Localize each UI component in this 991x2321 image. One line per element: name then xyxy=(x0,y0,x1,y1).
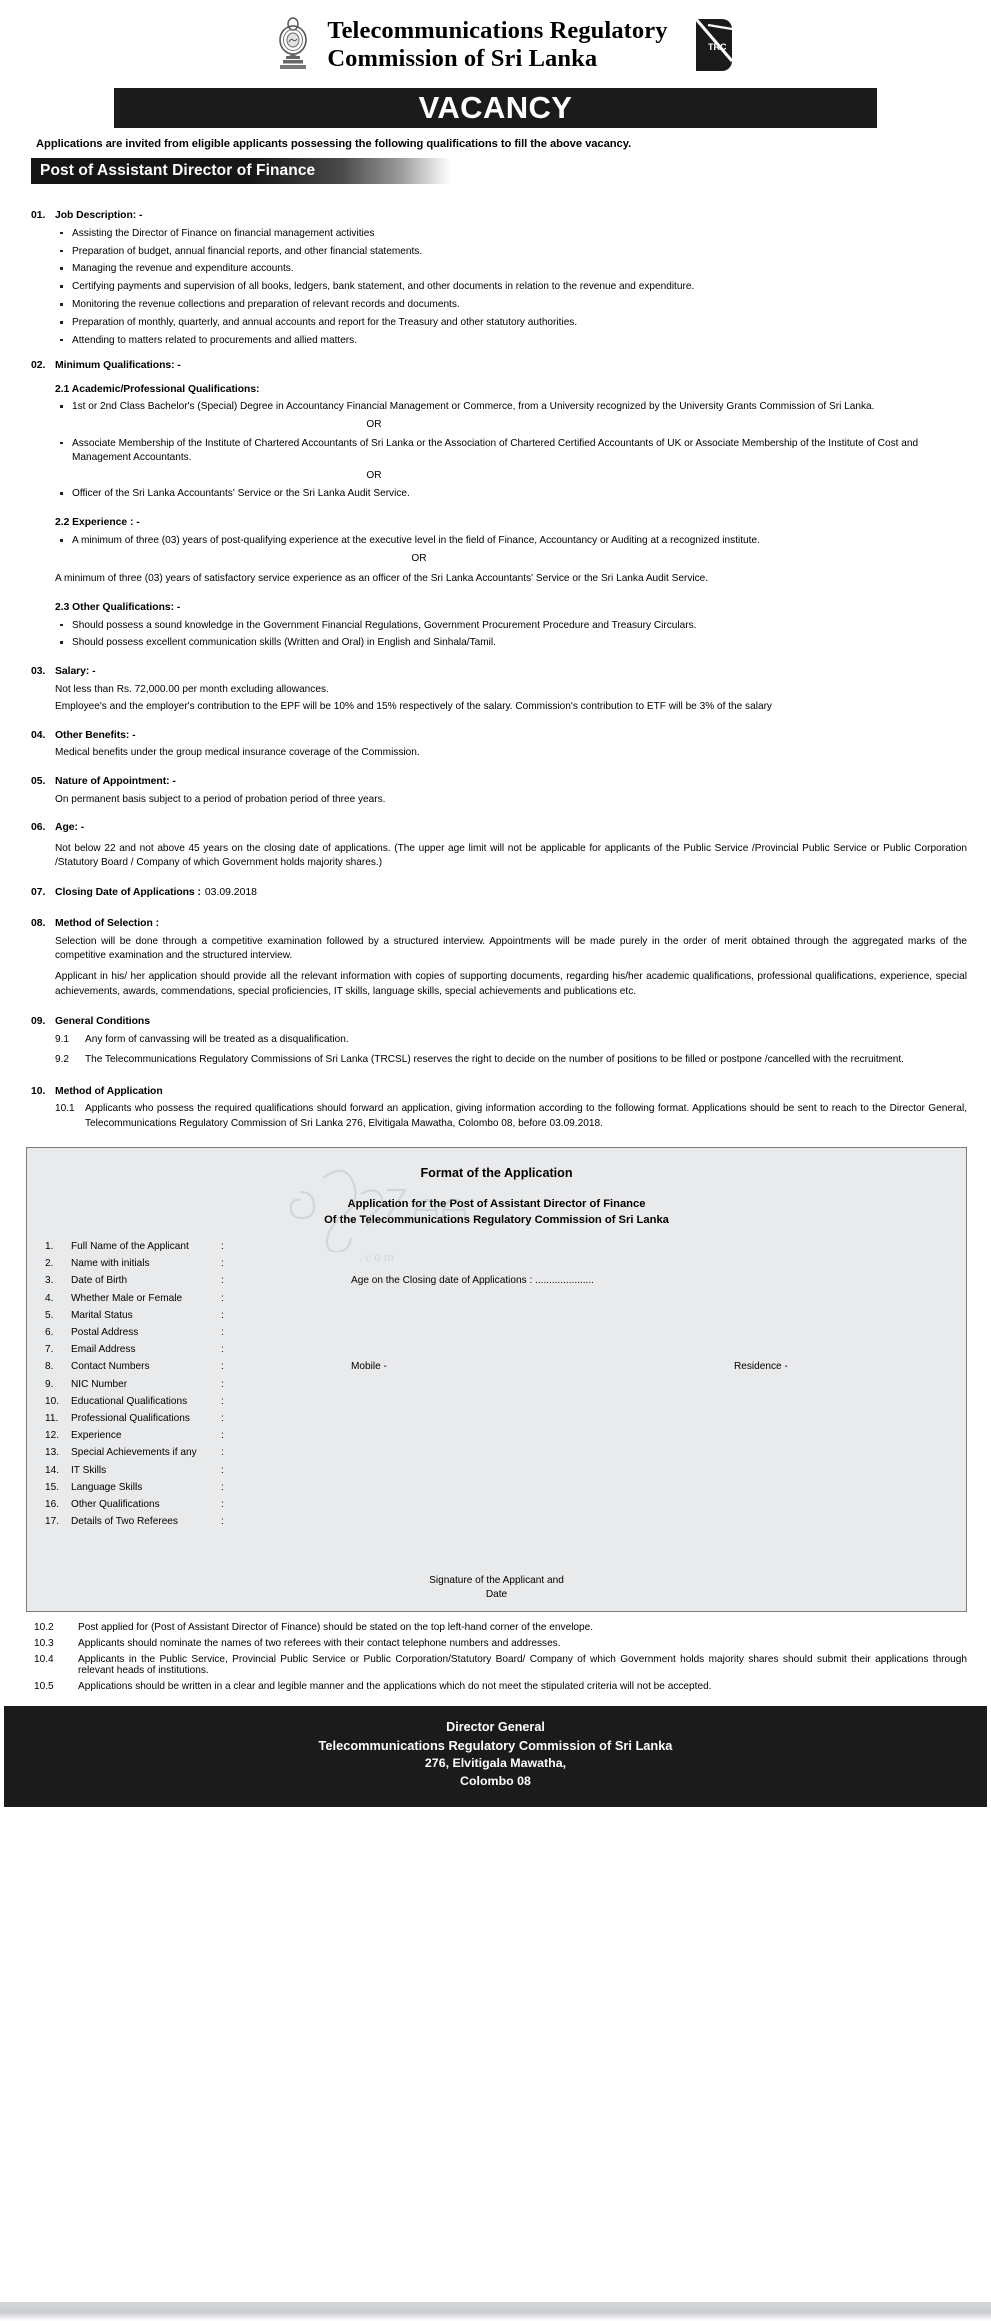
table-row xyxy=(45,1290,788,1307)
post-title-banner xyxy=(31,158,451,184)
table-row xyxy=(45,1272,788,1289)
section-age xyxy=(31,821,967,870)
experience-list xyxy=(55,534,967,548)
vacancy-banner-text: VACANCY xyxy=(418,90,573,125)
section-salary xyxy=(31,665,967,715)
table-row xyxy=(45,1427,788,1444)
academic-qualifications-list-1 xyxy=(55,400,967,414)
table-row xyxy=(45,1307,788,1324)
field-extra xyxy=(351,1307,594,1324)
field-label: Marital Status xyxy=(71,1309,133,1321)
application-item-10-1 xyxy=(55,1102,967,1131)
application-information-text: Applicant in his/ her application should provide all the relevant information with copies of supporting documents, regarding his/her academic qualifications, professional qualifications, experience, special achievements, awards, commendations, special proficiencies, IT skills, language skills, special achievements and publications etc. xyxy=(55,971,967,997)
application-format-box xyxy=(26,1147,967,1612)
condition-text: Any form of canvassing will be treated as a disqualification. xyxy=(85,1033,349,1045)
section-08-title: Method of Selection : xyxy=(55,918,160,930)
list-item: Preparation of monthly, quarterly, and annual accounts and report for the Treasury and other statutory authorities. xyxy=(55,316,967,330)
field-number: 8. xyxy=(45,1361,54,1373)
condition-number: 9.1 xyxy=(55,1033,70,1045)
application-fields-table xyxy=(45,1238,788,1530)
section-01-number: 01. xyxy=(31,210,46,221)
age-requirement-text: Not below 22 and not above 45 years on the closing date of applications. (The upper age limit will not be applicable for applicants of the Public Service /Provincial Public Service or Public Corporation /Statutory Board / Company of which Government holds majority shares.) xyxy=(55,842,967,868)
list-item: Managing the revenue and expenditure accounts. xyxy=(55,262,967,276)
field-number: 3. xyxy=(45,1275,54,1287)
field-colon: : xyxy=(221,1327,224,1339)
field-colon: : xyxy=(221,1447,224,1459)
section-07-title: Closing Date of Applications : xyxy=(55,887,201,899)
or-divider-3: OR xyxy=(411,553,427,565)
field-extra-residence: Residence - xyxy=(733,1361,788,1373)
section-06-title: Age: - xyxy=(55,821,85,833)
form-title: Format of the Application xyxy=(420,1165,573,1180)
section-02-title: Minimum Qualifications: - xyxy=(55,360,181,372)
footer-street-address: 276, Elvitigala Mawatha, xyxy=(424,1756,567,1771)
section-method-of-selection xyxy=(31,917,967,999)
field-label: Date of Birth xyxy=(71,1275,128,1287)
section-09-number: 09. xyxy=(31,1016,46,1028)
field-extra xyxy=(351,1238,594,1255)
watermark-text: .com xyxy=(359,1249,397,1264)
field-extra xyxy=(351,1393,594,1410)
field-extra xyxy=(351,1375,594,1392)
field-extra xyxy=(351,1290,594,1307)
field-extra2 xyxy=(594,1496,788,1513)
table-row xyxy=(45,1238,788,1255)
application-item-number: 10.5 xyxy=(34,1681,54,1693)
field-extra2 xyxy=(594,1427,788,1444)
field-colon: : xyxy=(221,1481,224,1493)
table-row xyxy=(45,1393,788,1410)
section-04-number: 04. xyxy=(31,729,46,741)
section-04-title: Other Benefits: - xyxy=(55,729,136,741)
field-colon: : xyxy=(221,1361,224,1373)
field-number: 12. xyxy=(45,1430,60,1442)
list-item: Officer of the Sri Lanka Accountants' Service or the Sri Lanka Audit Service. xyxy=(55,487,967,501)
section-minimum-qualifications xyxy=(31,359,967,651)
field-colon: : xyxy=(221,1275,224,1287)
field-extra xyxy=(351,1496,594,1513)
field-number: 11. xyxy=(45,1412,59,1424)
application-item-10-4 xyxy=(34,1654,967,1676)
subsection-2-3-title: 2.3 Other Qualifications: - xyxy=(55,602,181,613)
list-item: Monitoring the revenue collections and preparation of relevant records and documents. xyxy=(55,298,967,312)
section-method-of-application xyxy=(31,1085,967,1131)
table-row xyxy=(45,1410,788,1427)
table-row xyxy=(45,1324,788,1341)
field-label: Full Name of the Applicant xyxy=(71,1241,189,1253)
list-item: Associate Membership of the Institute of Chartered Accountants of Sri Lanka or the Association of Chartered Certified Accountants of UK or Associate Membership of the Institute of Cost and Management Accountants. xyxy=(55,437,967,466)
field-colon: : xyxy=(221,1241,224,1253)
field-extra2 xyxy=(594,1513,788,1530)
sri-lanka-emblem-icon xyxy=(273,16,313,74)
field-label: Postal Address xyxy=(71,1327,139,1339)
table-row xyxy=(45,1341,788,1358)
field-label: Email Address xyxy=(71,1344,136,1356)
field-label: Language Skills xyxy=(71,1481,143,1493)
application-item-text: Post applied for (Post of Assistant Director of Finance) should be stated on the top left-hand corner of the envelope. xyxy=(78,1622,594,1634)
condition-number: 9.2 xyxy=(55,1054,70,1066)
field-extra2 xyxy=(594,1324,788,1341)
field-extra2 xyxy=(594,1461,788,1478)
field-extra xyxy=(351,1255,594,1272)
field-extra xyxy=(351,1324,594,1341)
table-row xyxy=(45,1444,788,1461)
field-extra xyxy=(351,1427,594,1444)
field-label: IT Skills xyxy=(71,1464,107,1476)
field-number: 9. xyxy=(45,1378,54,1390)
field-number: 1. xyxy=(45,1241,54,1253)
section-06-number: 06. xyxy=(31,821,46,833)
salary-amount-text: Not less than Rs. 72,000.00 per month excluding allowances. xyxy=(55,683,329,695)
document-body xyxy=(4,184,987,1131)
field-extra2 xyxy=(594,1410,788,1427)
bottom-strip xyxy=(0,2302,991,2321)
field-label: Contact Numbers xyxy=(71,1361,150,1373)
list-item: 1st or 2nd Class Bachelor's (Special) Degree in Accountancy Financial Management or Commerce, from a University recognized by the University Grants Commission of Sri Lanka. xyxy=(55,400,967,414)
field-extra xyxy=(351,1341,594,1358)
field-label: Special Achievements if any xyxy=(71,1447,197,1459)
field-number: 17. xyxy=(45,1516,60,1528)
footer-city: Colombo 08 xyxy=(460,1774,531,1789)
section-03-number: 03. xyxy=(31,665,46,677)
field-label: Experience xyxy=(71,1430,122,1442)
field-extra xyxy=(351,1513,594,1530)
field-extra-mobile: Mobile - xyxy=(351,1361,387,1373)
list-item: Assisting the Director of Finance on financial management activities xyxy=(55,227,967,241)
section-general-conditions xyxy=(31,1015,967,1067)
field-label: Details of Two Referees xyxy=(71,1516,178,1528)
field-extra2 xyxy=(594,1255,788,1272)
field-number: 10. xyxy=(45,1395,60,1407)
list-item: Attending to matters related to procurements and allied matters. xyxy=(55,334,967,348)
svg-text:TRC: TRC xyxy=(707,42,727,52)
field-extra xyxy=(351,1444,594,1461)
section-05-title: Nature of Appointment: - xyxy=(55,775,176,787)
org-title-line1: Telecommunications Regulatory xyxy=(327,16,668,44)
list-item: Certifying payments and supervision of all books, ledgers, bank statement, and other documents in relation to the revenue and expenditure. xyxy=(55,280,967,294)
field-number: 4. xyxy=(45,1292,54,1304)
list-item: Should possess a sound knowledge in the Government Financial Regulations, Government Procurement Procedure and Treasury Circulars. xyxy=(55,619,967,633)
section-01-title: Job Description: - xyxy=(55,210,143,221)
job-description-list xyxy=(55,227,967,348)
application-item-number: 10.3 xyxy=(34,1638,54,1650)
other-qualifications-list xyxy=(55,619,967,651)
section-other-benefits xyxy=(31,729,967,761)
signature-label: Signature of the Applicant and xyxy=(429,1575,564,1587)
section-07-number: 07. xyxy=(31,887,46,899)
field-colon: : xyxy=(221,1309,224,1321)
table-row xyxy=(45,1461,788,1478)
list-item: Preparation of budget, annual financial reports, and other financial statements. xyxy=(55,245,967,259)
academic-qualifications-list-3 xyxy=(55,487,967,501)
closing-date-value: 03.09.2018 xyxy=(204,887,257,899)
signature-block xyxy=(27,1574,966,1601)
field-extra xyxy=(351,1479,594,1496)
field-extra xyxy=(351,1410,594,1427)
field-colon: : xyxy=(221,1395,224,1407)
form-subtitle-post: Application for the Post of Assistant Director of Finance xyxy=(347,1197,646,1210)
field-number: 7. xyxy=(45,1344,54,1356)
field-number: 16. xyxy=(45,1498,60,1510)
field-number: 6. xyxy=(45,1327,54,1339)
experience-alternative-text: A minimum of three (03) years of satisfactory service experience as an officer of the Sri Lanka Accountants' Service or the Sri Lanka Audit Service. xyxy=(55,572,709,584)
field-extra2 xyxy=(594,1307,788,1324)
section-08-number: 08. xyxy=(31,918,46,930)
document-footer xyxy=(4,1706,987,1806)
selection-method-text: Selection will be done through a competitive examination followed by a structured interview. Appointments will be made purely in the order of merit obtained through the aggregated marks of the competitive examination and the structured interview. xyxy=(55,935,967,962)
table-row xyxy=(45,1513,788,1530)
other-benefits-text: Medical benefits under the group medical insurance coverage of the Commission. xyxy=(55,747,420,759)
field-extra2 xyxy=(594,1272,788,1289)
condition-text: The Telecommunications Regulatory Commissions of Sri Lanka (TRCSL) reserves the right to decide on the number of positions to be filled or postpone /cancelled with the recruitment. xyxy=(85,1054,904,1066)
academic-qualifications-list-2 xyxy=(55,437,967,466)
field-label: Educational Qualifications xyxy=(71,1395,188,1407)
section-10-number: 10. xyxy=(31,1085,46,1097)
field-colon: : xyxy=(221,1464,224,1476)
footer-organization: Telecommunications Regulatory Commission of Sri Lanka xyxy=(318,1738,673,1754)
or-divider-1: OR xyxy=(366,419,382,431)
section-10-title: Method of Application xyxy=(55,1085,163,1097)
field-number: 2. xyxy=(45,1258,54,1270)
application-item-text: Applicants who possess the required qualifications should forward an application, giving information according to the following format. Applications should be sent to reach to the Director General, Telecommunications Regulatory Commission of Sri Lanka 276, Elvitigala Mawatha, Colombo 08, before 03.09.2018. xyxy=(85,1103,967,1129)
field-colon: : xyxy=(221,1516,224,1528)
or-divider-2: OR xyxy=(366,469,382,481)
section-nature-of-appointment xyxy=(31,775,967,807)
table-row xyxy=(45,1358,788,1375)
org-title-line2: Commission of Sri Lanka xyxy=(327,45,598,72)
table-row xyxy=(45,1496,788,1513)
application-item-text: Applications should be written in a clear and legible manner and the applications which do not meet the stipulated criteria will not be accepted. xyxy=(78,1681,712,1693)
section-closing-date xyxy=(31,886,967,901)
field-extra2 xyxy=(594,1375,788,1392)
table-row xyxy=(45,1375,788,1392)
nature-of-appointment-text: On permanent basis subject to a period of probation period of three years. xyxy=(55,793,386,805)
field-colon: : xyxy=(221,1412,224,1424)
section-02-number: 02. xyxy=(31,360,46,372)
field-number: 5. xyxy=(45,1309,54,1321)
list-item: A minimum of three (03) years of post-qualifying experience at the executive level in the field of Finance, Accountancy or Auditing at a recognized institute. xyxy=(55,534,967,548)
field-colon: : xyxy=(221,1292,224,1304)
document-header xyxy=(4,4,987,82)
application-item-10-2 xyxy=(34,1622,967,1633)
field-colon: : xyxy=(221,1258,224,1270)
condition-item-9-2 xyxy=(55,1053,967,1067)
field-label: Whether Male or Female xyxy=(71,1292,183,1304)
footer-designation: Director General xyxy=(446,1720,545,1735)
application-item-text: Applicants should nominate the names of two referees with their contact telephone numbers and addresses. xyxy=(78,1638,561,1650)
trc-logo-icon xyxy=(690,17,738,73)
field-colon: : xyxy=(221,1344,224,1356)
field-colon: : xyxy=(221,1378,224,1390)
post-title-text: Post of Assistant Director of Finance xyxy=(40,162,316,179)
field-extra xyxy=(351,1461,594,1478)
invitation-text: Applications are invited from eligible applicants possessing the following qualifications to fill the above vacancy. xyxy=(36,138,632,150)
field-label: NIC Number xyxy=(71,1378,128,1390)
field-extra2 xyxy=(594,1479,788,1496)
subsection-2-2-title: 2.2 Experience : - xyxy=(55,517,140,529)
application-item-10-3 xyxy=(34,1638,967,1649)
field-extra2 xyxy=(594,1393,788,1410)
organization-title xyxy=(327,17,667,74)
application-method-additional-items xyxy=(34,1622,967,1692)
field-label: Professional Qualifications xyxy=(71,1412,190,1424)
application-item-number: 10.4 xyxy=(34,1654,54,1666)
vacancy-banner xyxy=(114,88,877,128)
field-number: 13. xyxy=(45,1447,60,1459)
field-extra: Age on the Closing date of Applications : ..................... xyxy=(351,1275,594,1287)
field-extra2 xyxy=(594,1444,788,1461)
field-colon: : xyxy=(221,1430,224,1442)
section-05-number: 05. xyxy=(31,775,46,787)
field-extra2 xyxy=(594,1290,788,1307)
subsection-2-1-title: 2.1 Academic/Professional Qualifications: xyxy=(55,383,260,395)
list-item: Should possess excellent communication skills (Written and Oral) in English and Sinhala/Tamil. xyxy=(55,636,967,650)
field-extra2 xyxy=(594,1238,788,1255)
table-row xyxy=(45,1255,788,1272)
section-03-title: Salary: - xyxy=(55,665,96,677)
field-label: Name with initials xyxy=(71,1258,150,1270)
table-row xyxy=(45,1479,788,1496)
field-number: 15. xyxy=(45,1481,60,1493)
field-label: Other Qualifications xyxy=(71,1498,160,1510)
field-colon: : xyxy=(221,1498,224,1510)
salary-contribution-text: Employee's and the employer's contribution to the EPF will be 10% and 15% respectively of the salary. Commission's contribution to ETF will be 3% of the salary xyxy=(55,701,772,713)
form-subtitle-commission: Of the Telecommunications Regulatory Commission of Sri Lanka xyxy=(324,1213,669,1226)
application-item-number: 10.1 xyxy=(55,1103,75,1115)
application-item-number: 10.2 xyxy=(34,1622,54,1634)
field-extra2 xyxy=(594,1341,788,1358)
field-number: 14. xyxy=(45,1464,60,1476)
section-job-description xyxy=(31,209,967,348)
application-item-text: Applicants in the Public Service, Provincial Public Service or Public Corporation/Statutory Board/ Company of which Government holds majority shares should submit their applications through relevant heads of institutions. xyxy=(78,1654,967,1677)
ad-frame xyxy=(4,4,987,2294)
application-item-10-5 xyxy=(34,1681,967,1692)
condition-item-9-1 xyxy=(55,1033,967,1047)
signature-date-label: Date xyxy=(485,1588,508,1600)
section-09-title: General Conditions xyxy=(55,1016,150,1028)
